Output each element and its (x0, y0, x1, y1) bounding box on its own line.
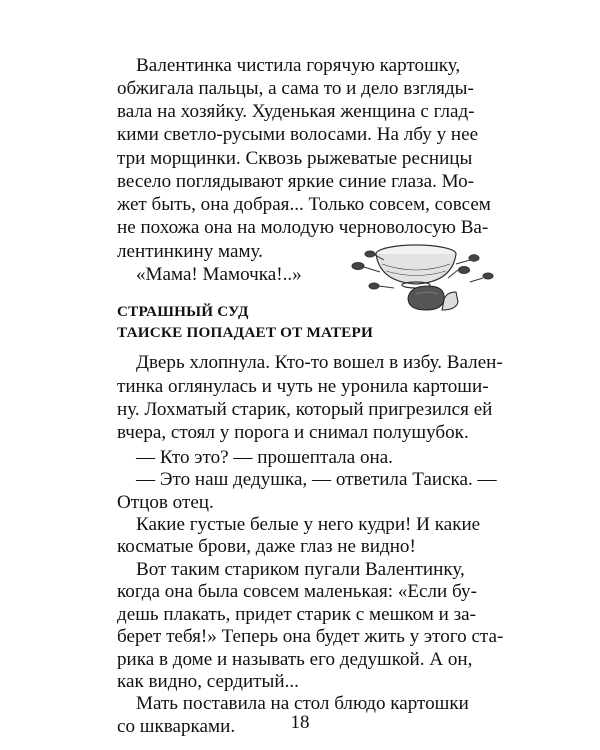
paragraph-3-line: ну. Лохматый старик, который пригрезился ей (117, 398, 493, 420)
paragraph-4-line: косматые брови, даже глаз не видно! (117, 536, 416, 558)
paragraph-4-line: Какие густые белые у него кудри! И какие (136, 514, 481, 535)
chapter-title-line-1: СТРАШНЫЙ СУД (117, 302, 249, 320)
paragraph-2-line: «Мама! Мамочка!..» (136, 264, 302, 286)
paragraph-3-line: Дверь хлопнула. Кто-то вошел в избу. Вален- (136, 352, 503, 374)
paragraph-1-line: кими светло-русыми волосами. На лбу у нее (117, 124, 479, 146)
paragraph-1-line: не похожа она на молодую черноволосую Ва- (117, 217, 489, 239)
dialogue-line: — Кто это? — прошептала она. (136, 447, 393, 468)
paragraph-6-line: Мать поставила на стол блюдо картошки (136, 693, 469, 715)
paragraph-5-line: как видно, сердитый... (117, 671, 299, 692)
paragraph-5-line: рика в доме и называть его дедушкой. А он, (117, 648, 473, 670)
paragraph-1-line: три морщинки. Сквозь рыжеватые ресницы (117, 147, 473, 169)
paragraph-1-line: обжигала пальцы, а сама то и дело взгляды- (117, 77, 474, 99)
bowl-drawing (376, 245, 456, 288)
paragraph-3-line: тинка оглянулась и чуть не уронила картоши- (117, 375, 489, 397)
dialogue-line: — Это наш дедушка, — ответила Таиска. — (136, 469, 497, 491)
paragraph-5-line: дешь плакать, придет старик с мешком и за- (117, 603, 477, 625)
page-number: 18 (290, 712, 310, 733)
paragraph-1-line: жет быть, она добрая... Только совсем, совсем (117, 194, 491, 216)
paragraph-5-line: когда она была совсем маленькая: «Если бу- (117, 581, 477, 603)
chapter-title-line-2: ТАИСКЕ ПОПАДАЕТ ОТ МАТЕРИ (117, 324, 373, 342)
paragraph-6-line: со шкварками. (117, 715, 236, 737)
dialogue-line: Отцов отец. (117, 491, 214, 513)
paragraph-5-line: Вот таким стариком пугали Валентинку, (136, 559, 465, 580)
paragraph-1-line: лентинкину маму. (117, 240, 263, 262)
paragraph-3-line: вчера, стоял у порога и снимал полушубок. (117, 422, 469, 444)
paragraph-1-line: Валентинка чистила горячую картошку, (136, 54, 461, 76)
paragraph-1-line: вала на хозяйку. Худенькая женщина с глад- (117, 101, 475, 123)
paragraph-1-line: весело поглядывают яркие синие глаза. Мо- (117, 170, 475, 192)
paragraph-5-line: берет тебя!» Теперь она будет жить у этого ста- (117, 626, 504, 648)
